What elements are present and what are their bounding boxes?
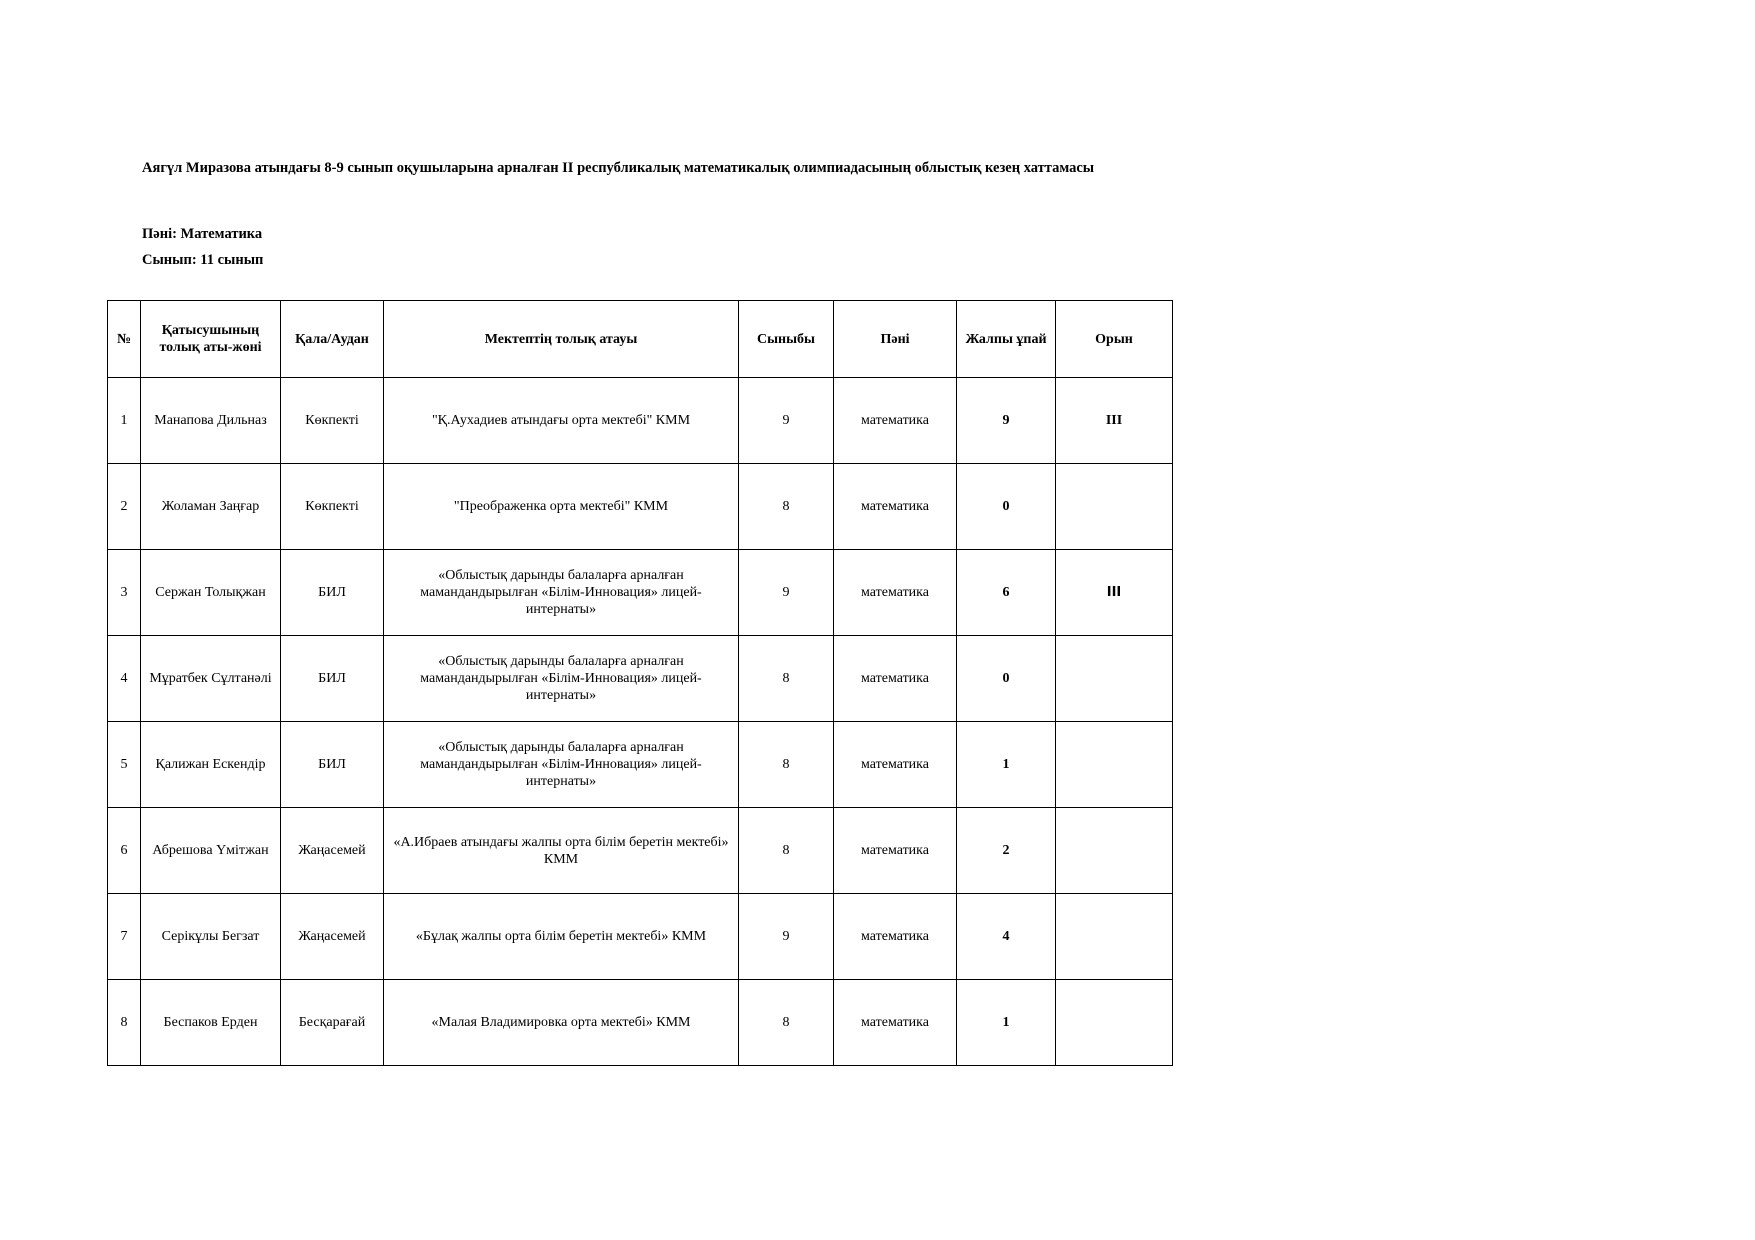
cell-city: Көкпекті (281, 464, 384, 550)
cell-subject: математика (834, 378, 957, 464)
table-row (108, 550, 1173, 636)
cell-name: Серікұлы Бегзат (141, 894, 281, 980)
results-table (107, 300, 1173, 1066)
header-num: № (108, 301, 141, 378)
cell-city: БИЛ (281, 722, 384, 808)
cell-num: 4 (108, 636, 141, 722)
cell-grade: 9 (739, 894, 834, 980)
cell-city: БИЛ (281, 550, 384, 636)
cell-subject: математика (834, 808, 957, 894)
cell-place (1056, 636, 1173, 722)
cell-place (1056, 464, 1173, 550)
cell-place (1056, 980, 1173, 1066)
cell-place (1056, 894, 1173, 980)
cell-subject: математика (834, 980, 957, 1066)
cell-name: Сержан Толықжан (141, 550, 281, 636)
cell-school: "Қ.Аухадиев атындағы орта мектебі" КММ (384, 378, 739, 464)
cell-name: Беспаков Ерден (141, 980, 281, 1066)
cell-grade: 8 (739, 808, 834, 894)
cell-city: Көкпекті (281, 378, 384, 464)
header-school: Мектептің толық атауы (384, 301, 739, 378)
header-place: Орын (1056, 301, 1173, 378)
cell-grade: 8 (739, 636, 834, 722)
cell-place: III (1056, 378, 1173, 464)
cell-city: БИЛ (281, 636, 384, 722)
document-title: Аягүл Миразова атындағы 8-9 сынып оқушыларына арналған II республикалық математикалық олимпиадасының облыстық кезең хаттамасы (142, 160, 1095, 176)
cell-score: 0 (957, 464, 1056, 550)
class-line: Сынып: 11 сынып (142, 252, 264, 268)
cell-school: «Облыстық дарынды балаларға арналған мамандандырылған «Білім-Инновация» лицей-интернаты» (384, 636, 739, 722)
cell-score: 9 (957, 378, 1056, 464)
table-header-row (108, 301, 1173, 378)
cell-subject: математика (834, 894, 957, 980)
cell-score: 1 (957, 980, 1056, 1066)
cell-school: «Малая Владимировка орта мектебі» КММ (384, 980, 739, 1066)
table-row (108, 378, 1173, 464)
cell-school: «Бұлақ жалпы орта білім беретін мектебі» КММ (384, 894, 739, 980)
cell-subject: математика (834, 636, 957, 722)
cell-num: 7 (108, 894, 141, 980)
cell-place: III (1056, 550, 1173, 636)
header-subject: Пәні (834, 301, 957, 378)
cell-name: Мұратбек Сұлтанәлі (141, 636, 281, 722)
cell-name: Абрешова Үмітжан (141, 808, 281, 894)
cell-score: 6 (957, 550, 1056, 636)
cell-num: 8 (108, 980, 141, 1066)
cell-name: Қалижан Ескендір (141, 722, 281, 808)
table-row (108, 722, 1173, 808)
header-grade: Сыныбы (739, 301, 834, 378)
cell-city: Бесқарағай (281, 980, 384, 1066)
cell-subject: математика (834, 550, 957, 636)
table-row (108, 808, 1173, 894)
cell-school: «А.Ибраев атындағы жалпы орта білім беретін мектебі» КММ (384, 808, 739, 894)
subject-line: Пәні: Математика (142, 226, 263, 242)
cell-score: 1 (957, 722, 1056, 808)
table-row (108, 894, 1173, 980)
cell-grade: 8 (739, 722, 834, 808)
cell-score: 4 (957, 894, 1056, 980)
cell-grade: 8 (739, 464, 834, 550)
cell-subject: математика (834, 722, 957, 808)
cell-grade: 9 (739, 550, 834, 636)
cell-num: 6 (108, 808, 141, 894)
header-score: Жалпы ұпай (957, 301, 1056, 378)
cell-subject: математика (834, 464, 957, 550)
table-row (108, 980, 1173, 1066)
cell-num: 5 (108, 722, 141, 808)
cell-name: Манапова Дильназ (141, 378, 281, 464)
table-row (108, 636, 1173, 722)
cell-num: 3 (108, 550, 141, 636)
cell-grade: 8 (739, 980, 834, 1066)
cell-score: 0 (957, 636, 1056, 722)
table-row (108, 464, 1173, 550)
cell-place (1056, 808, 1173, 894)
cell-name: Жоламан Заңғар (141, 464, 281, 550)
cell-num: 2 (108, 464, 141, 550)
cell-num: 1 (108, 378, 141, 464)
cell-score: 2 (957, 808, 1056, 894)
cell-place (1056, 722, 1173, 808)
cell-grade: 9 (739, 378, 834, 464)
cell-school: "Преображенка орта мектебі" КММ (384, 464, 739, 550)
cell-city: Жаңасемей (281, 808, 384, 894)
cell-school: «Облыстық дарынды балаларға арналған мамандандырылған «Білім-Инновация» лицей-интернаты» (384, 722, 739, 808)
header-name: Қатысушының толық аты-жөні (141, 301, 281, 378)
cell-city: Жаңасемей (281, 894, 384, 980)
cell-school: «Облыстық дарынды балаларға арналған мамандандырылған «Білім-Инновация» лицей-интернаты» (384, 550, 739, 636)
header-city: Қала/Аудан (281, 301, 384, 378)
